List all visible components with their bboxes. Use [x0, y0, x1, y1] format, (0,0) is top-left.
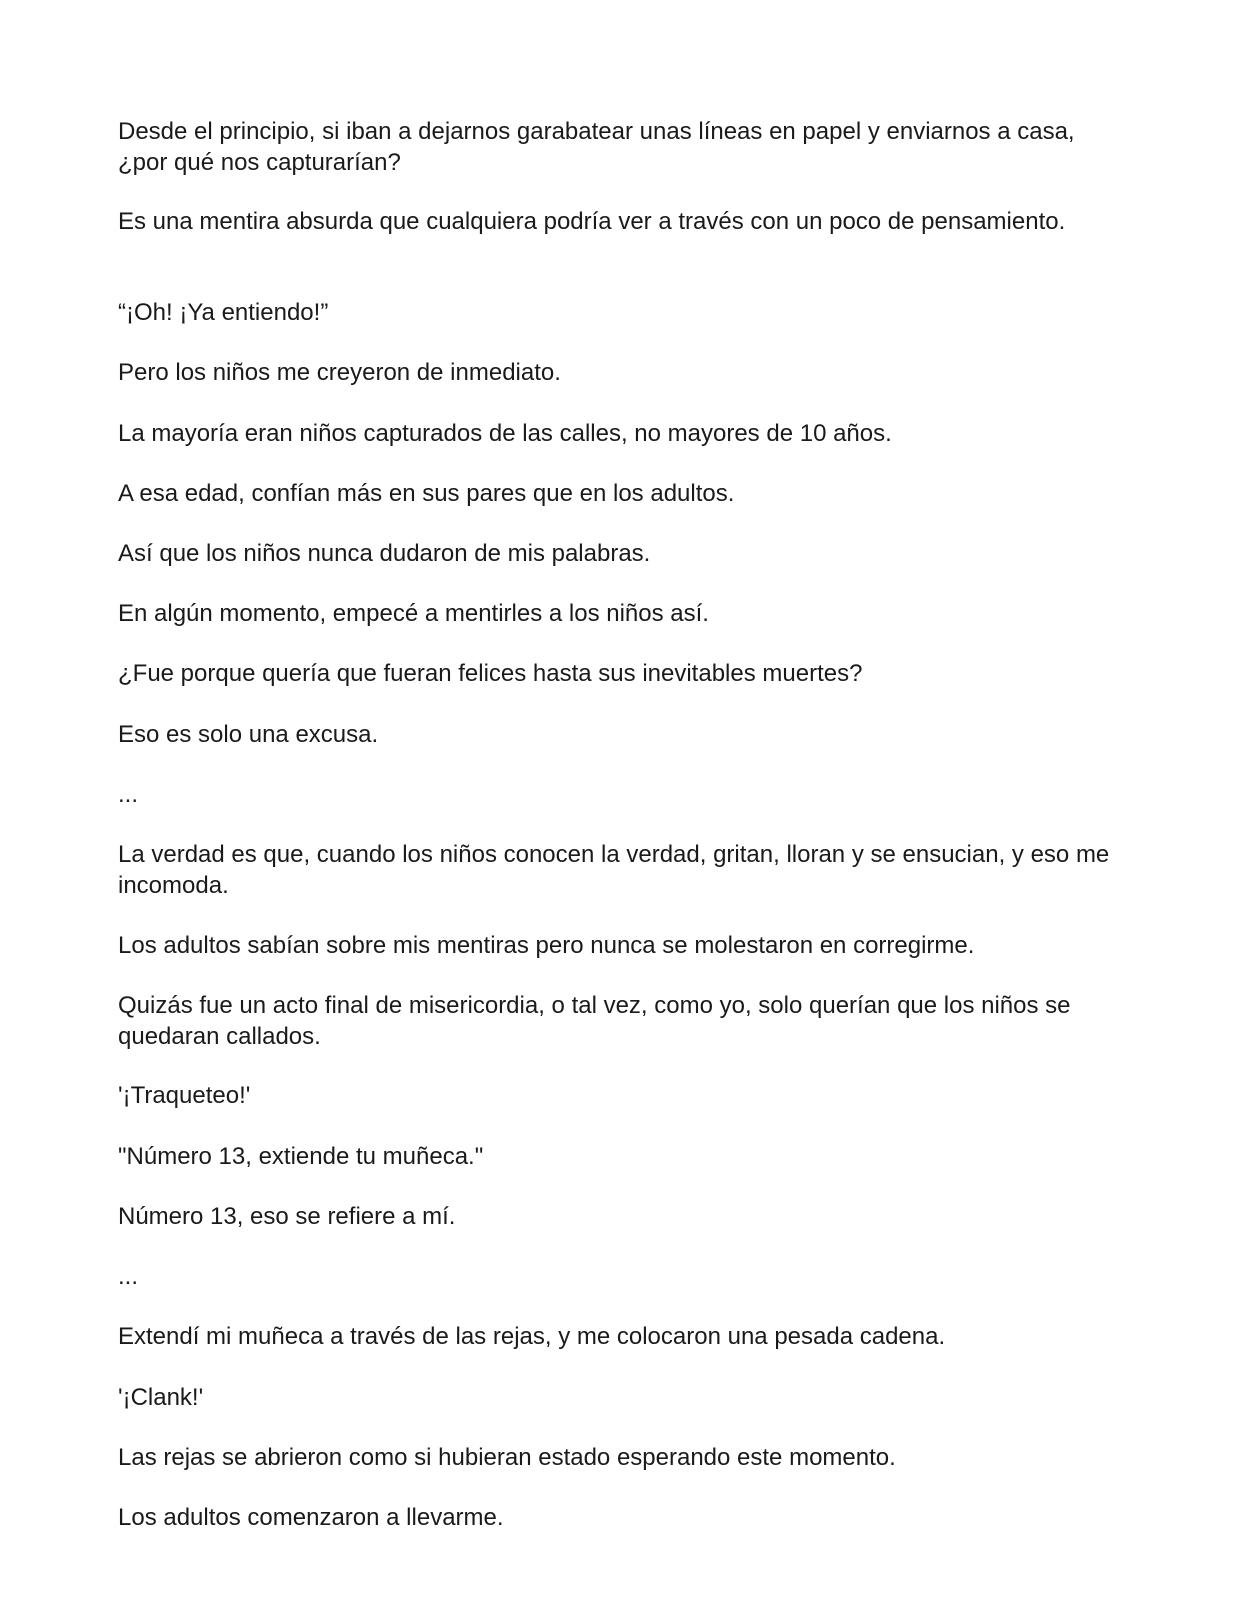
paragraph-3: “¡Oh! ¡Ya entiendo!”: [118, 299, 329, 326]
paragraph-18: '¡Clank!': [118, 1384, 204, 1411]
paragraph-1: Desde el principio, si iban a dejarnos garabatear unas líneas en papel y enviarnos a casa, ¿por qué nos capturarían?: [118, 118, 1075, 176]
paragraph-11: La verdad es que, cuando los niños conocen la verdad, gritan, lloran y se ensucian, y eso me incomoda.: [118, 841, 1110, 899]
paragraph-8: En algún momento, empecé a mentirles a los niños así.: [118, 600, 709, 627]
paragraph-20: Los adultos comenzaron a llevarme.: [118, 1504, 504, 1531]
paragraph-7: Así que los niños nunca dudaron de mis palabras.: [118, 540, 651, 567]
paragraph-15: "Número 13, extiende tu muñeca.": [118, 1143, 484, 1170]
ellipsis-2: ...: [118, 1263, 139, 1290]
paragraph-19: Las rejas se abrieron como si hubieran estado esperando este momento.: [118, 1444, 896, 1471]
paragraph-5: La mayoría eran niños capturados de las calles, no mayores de 10 años.: [118, 420, 892, 447]
ellipsis-1: ...: [118, 781, 139, 808]
paragraph-14: '¡Traqueteo!': [118, 1082, 251, 1109]
paragraph-13: Quizás fue un acto final de misericordia, o tal vez, como yo, solo querían que los niños se quedaran callados.: [118, 992, 1071, 1050]
paragraph-2: Es una mentira absurda que cualquiera podría ver a través con un poco de pensamiento.: [118, 208, 1066, 235]
paragraph-16: Número 13, eso se refiere a mí.: [118, 1203, 456, 1230]
paragraph-9: ¿Fue porque quería que fueran felices hasta sus inevitables muertes?: [118, 660, 863, 687]
paragraph-12: Los adultos sabían sobre mis mentiras pero nunca se molestaron en corregirme.: [118, 932, 975, 959]
paragraph-17: Extendí mi muñeca a través de las rejas, y me colocaron una pesada cadena.: [118, 1323, 946, 1350]
paragraph-6: A esa edad, confían más en sus pares que en los adultos.: [118, 480, 735, 507]
paragraph-10: Eso es solo una excusa.: [118, 721, 379, 748]
paragraph-4: Pero los niños me creyeron de inmediato.: [118, 359, 561, 386]
